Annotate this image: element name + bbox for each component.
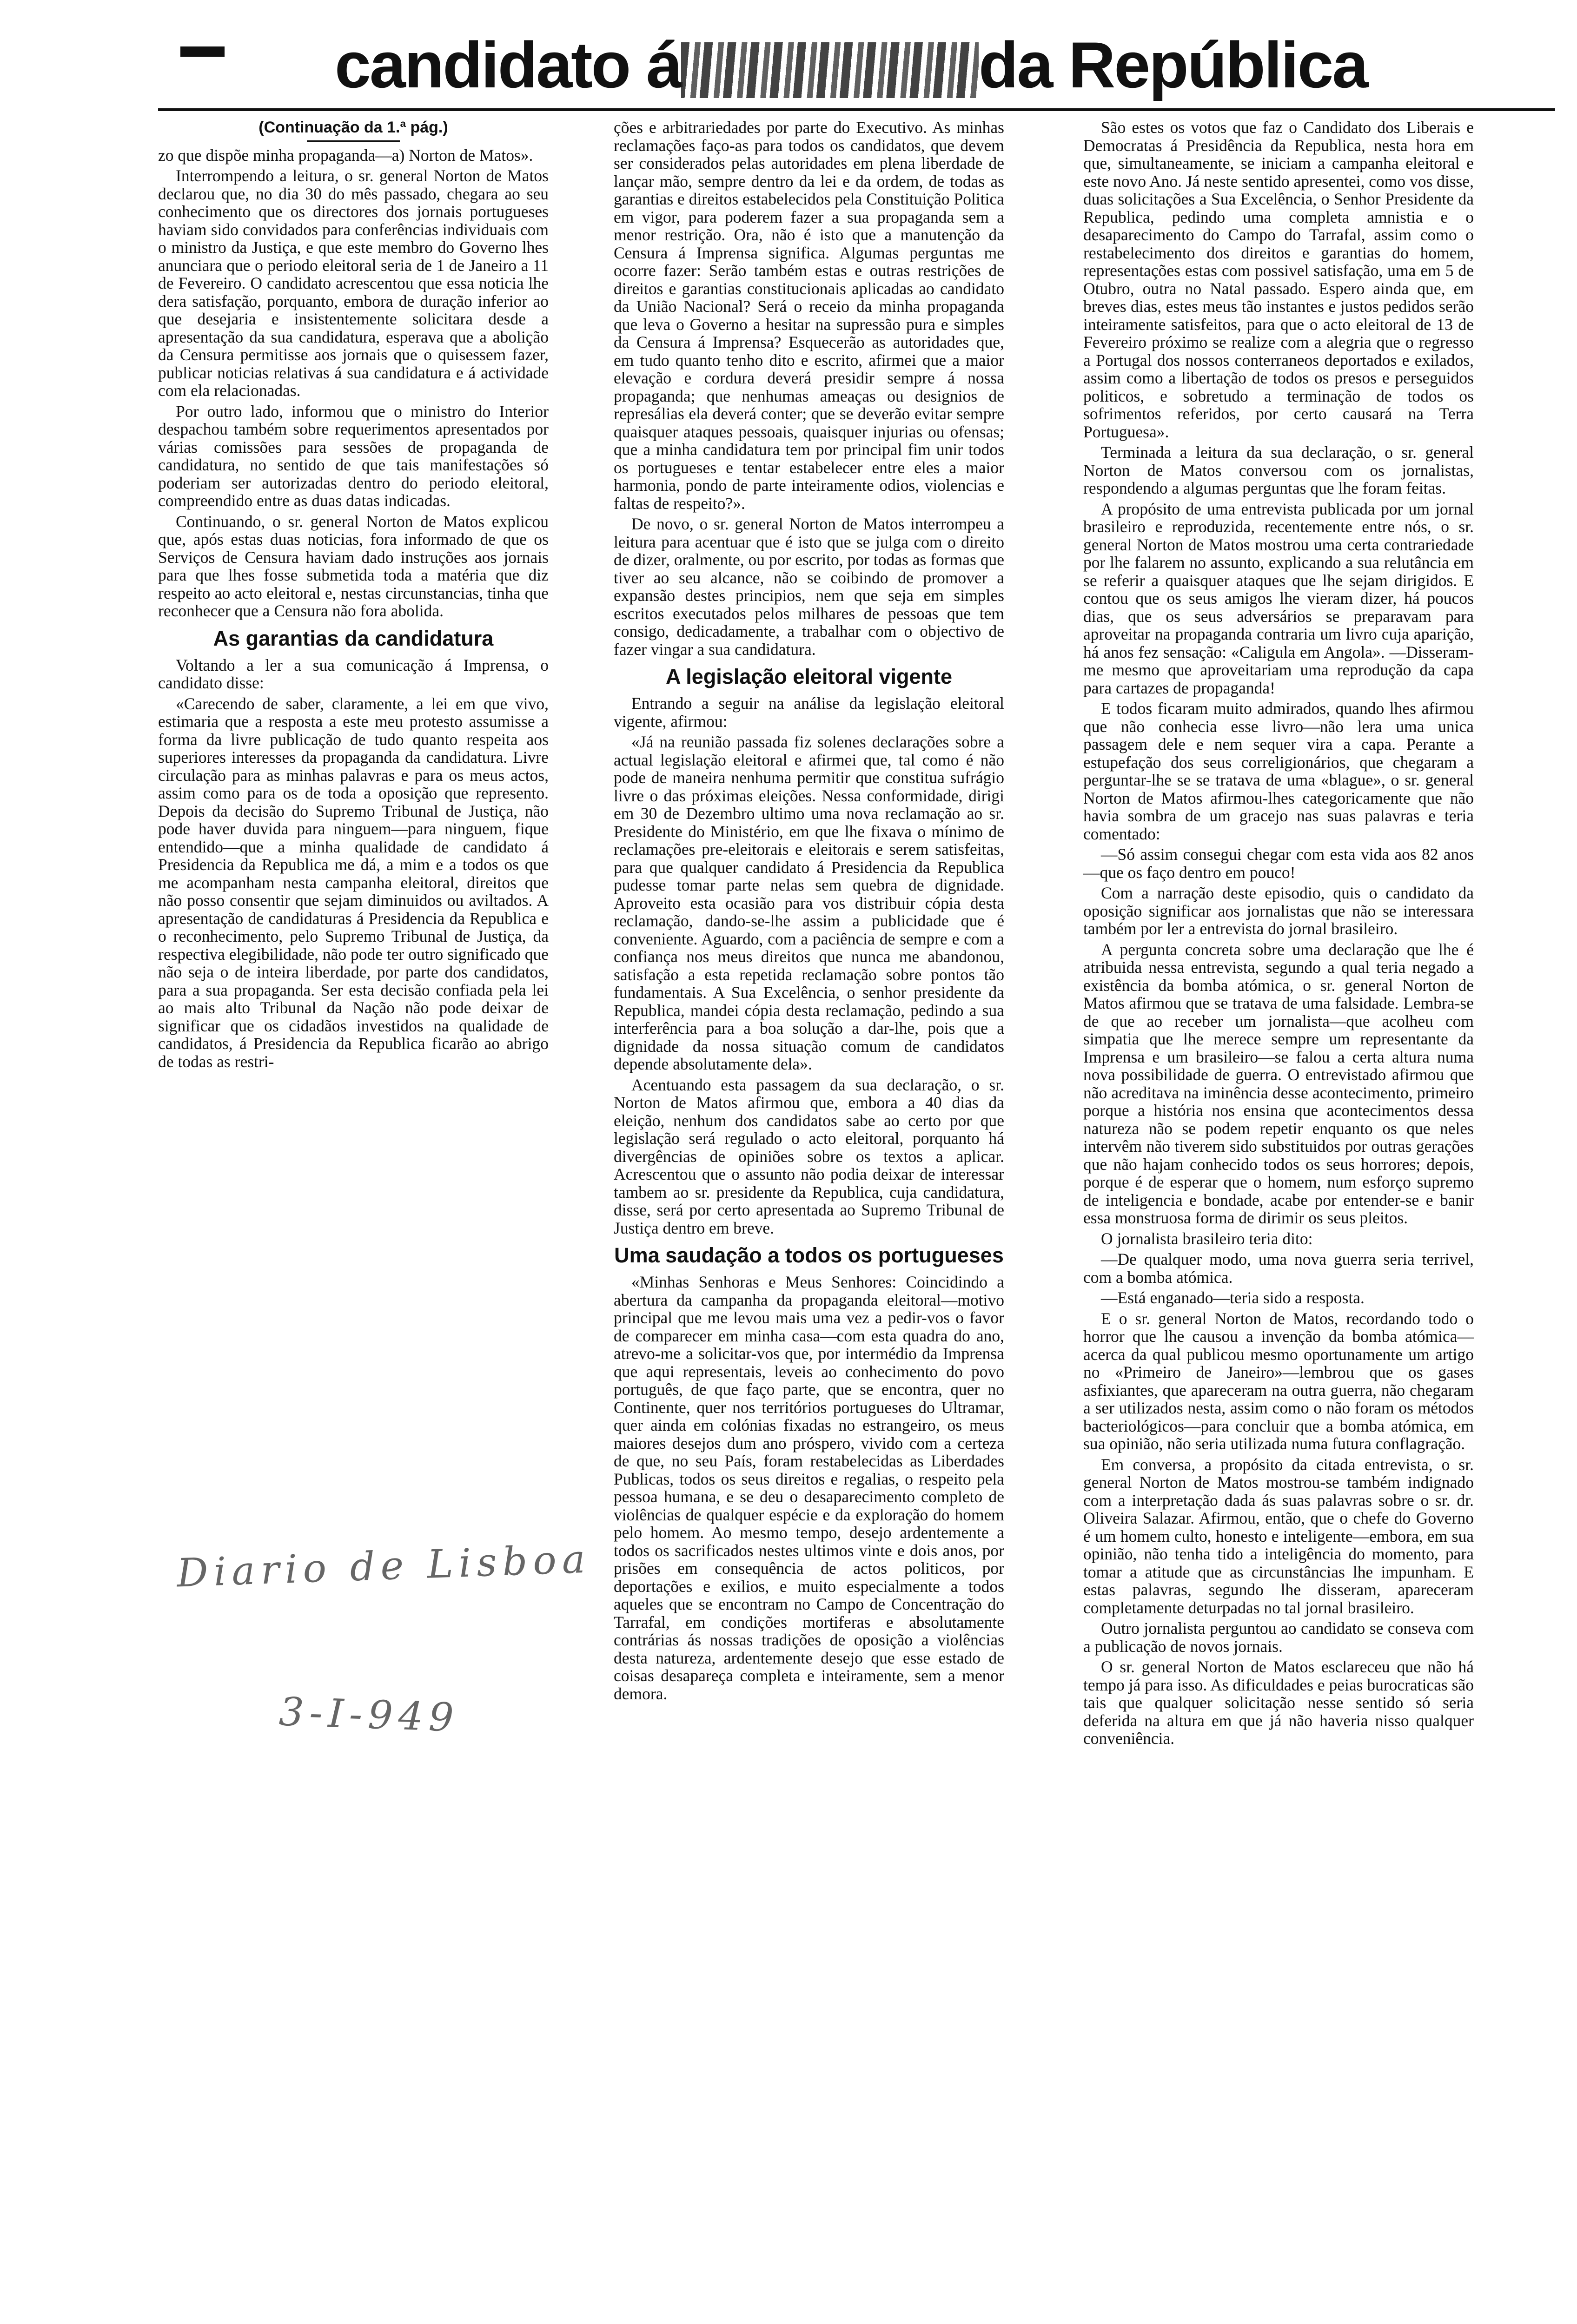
headline-pre: candidato á [335, 28, 681, 101]
subheading: A legislação eleitoral vigente [665, 665, 953, 688]
headline [335, 23, 1557, 107]
header-dash [180, 46, 225, 57]
continuation-rule [307, 140, 400, 142]
handwritten-date: 3-I-949 [278, 1689, 460, 1741]
subheading: As garantias da candidatura [213, 626, 494, 650]
paragraph: —De qualquer modo, uma nova guerra seria terrivel, com a bomba atómica. [1083, 1250, 1474, 1287]
column-1 [158, 119, 549, 1073]
continuation-note: (Continuação da 1.ª pág.) [258, 119, 448, 136]
paragraph: E todos ficaram muito admirados, quando lhes afirmou que não conhecia esse livro—não lera uma unica passagem dele e nem sequer vira a capa. Perante a estupefação dos seus correligionários, que chegaram a perguntar-lhe se se tratava de uma «blague», o sr. general Norton de Matos afirmou-lhes categoricamente que não havia sombra de um gracejo nas suas palavras e teria comentado: [1083, 699, 1474, 843]
subheading: Uma saudação a todos os portugueses [614, 1243, 1004, 1267]
paragraph: —Só assim consegui chegar com esta vida aos 82 anos—que os faço dentro em pouco! [1083, 845, 1474, 882]
paragraph: «Minhas Senhoras e Meus Senhores: Coincidindo a abertura da campanha da propaganda eleitoral—motivo principal que me levou mais uma vez a pedir-vos o favor de comparecer em minha casa—com esta quadra do ano, atrevo-me a solicitar-vos que, por intermédio da Imprensa que aqui representais, leveis ao conhecimento do povo português, de que faço parte, que se encontra, quer no Continente, quer nos territórios portugueses do Ultramar, quer ainda em colónias fixadas no estrangeiro, os meus maiores desejos dum ano próspero, vivido com a certeza de que, no seu País, foram restabelecidas as Liberdades Publicas, todos os seus direitos e regalias, o respeito pela pessoa humana, e se deu o desaparecimento completo de violências de qualquer espécie e da exploração do homem pelo homem. Ao mesmo tempo, desejo ardentemente a todos os sacrificados nestes ultimos vinte e dois anos, por prisões em consequência de actos politicos, por deportações e exilios, e muito especialmente a todos aqueles que se encontram no Campo de Concentração do Tarrafal, em condições mortiferas e absolutamente contrárias ás nossas tradições de oposição a violências desta natureza, ardentemente desejo que esse estado de coisas desapareça completa e inteiramente, sem a menor demora. [614, 1273, 1004, 1703]
headline-post: da República [978, 28, 1367, 101]
paragraph: A pergunta concreta sobre uma declaração que lhe é atribuida nessa entrevista, segundo a qual teria negado a existência da bomba atómica, o sr. general Norton de Matos afirmou que se tratava de uma falsidade. Lembra-se de que ao receber um jornalista—que acolheu com simpatia que lhe merece sempre um representante da Imprensa e um brasileiro—se falou a certa altura numa nova possibilidade de guerra. O entrevistado afirmou que não acreditava na iminência desse acontecimento, primeiro porque a história nos ensina que acontecimentos dessa natureza não se podem repetir enquanto os que neles intervêm não tiverem sido substituidos por outras gerações que não hajam conhecido todos os seus horrores; depois, porque é de esperar que o homem, num esforço supremo de inteligencia e bondade, acabe por entender-se e banir essa monstruosa forma de dirimir os seus pleitos. [1083, 940, 1474, 1227]
paragraph: «Carecendo de saber, claramente, a lei em que vivo, estimaria que a resposta a este meu protesto assumisse a forma da livre publicação de tudo quanto respeita aos superiores interesses da propaganda da candidatura. Livre circulação para as minhas palavras e para os meus actos, assim como para os de toda a oposição que represento. Depois da decisão do Supremo Tribunal de Justiça, não pode haver duvida para ninguem—para ninguem, fique entendido—que a minha qualidade de candidato á Presidencia da Republica me dá, a mim e a todos os que me acompanham nesta campanha eleitoral, direitos que não posso consentir que sejam diminuidos ou aviltados. A apresentação de candidaturas á Presidencia da Republica e o reconhecimento, pelo Supremo Tribunal de Justiça, da respectiva elegibilidade, não pode ter outro significado que não seja o de inteira liberdade, por parte dos candidatos, para a sua propaganda. Ser esta decisão confiada pela lei ao mais alto Tribunal da Nação não pode deixar de significar que os cidadãos investidos na qualidade de candidatos, á Presidencia da Republica ficarão ao abrigo de todas as restri- [158, 694, 549, 1071]
paragraph: Acentuando esta passagem da sua declaração, o sr. Norton de Matos afirmou que, embora a 40 dias da eleição, nenhum dos candidatos sabe ao certo por que legislação será regulado o acto eleitoral, porquanto há divergências de opiniões sobre os textos a aplicar. Acrescentou que o assunto não podia deixar de interessar tambem ao sr. presidente da Republica, cuja candidatura, disse, será por certo apresentada ao Supremo Tribunal de Justiça dentro em breve. [614, 1075, 1004, 1237]
paragraph: De novo, o sr. general Norton de Matos interrompeu a leitura para acentuar que é isto que se julga com o direito de dizer, oralmente, ou por escrito, por todas as formas que tiver ao seu alcance, não se coibindo de promover a expansão destes principios, nem que seja em simples escritos executados pelos milhares de pessoas que tem consigo, dedicadamente, a trabalhar com o objectivo de fazer vingar a sua candidatura. [614, 515, 1004, 659]
paragraph: Terminada a leitura da sua declaração, o sr. general Norton de Matos conversou com os jornalistas, respondendo a algumas perguntas que lhe foram feitas. [1083, 443, 1474, 497]
headline-rule [158, 108, 1555, 111]
paragraph: Voltando a ler a sua comunicação á Imprensa, o candidato disse: [158, 655, 549, 692]
paragraph: Por outro lado, informou que o ministro do Interior despachou também sobre requerimentos apresentados por várias comissões para sessões de propaganda de candidatura, no sentido de que tais manifestações só poderiam ser autorizadas dentro do periodo eleitoral, compreendido entre as duas datas indicadas. [158, 402, 549, 510]
headline-smudge [681, 42, 979, 98]
paragraph: O jornalista brasileiro teria dito: [1101, 1229, 1313, 1248]
paragraph: «Já na reunião passada fiz solenes declarações sobre a actual legislação eleitoral e afirmei que, tal como é não pode de maneira nenhuma permitir que constitua sufrágio livre o das próximas eleições. Nessa conformidade, dirigi em 30 de Dezembro ultimo uma nova reclamação ao sr. Presidente do Ministério, em que lhe fixava o mínimo de reclamações pre-eleitorais e eleitorais e serem satisfeitas, para que qualquer candidato á Presidencia da Republica pudesse tomar parte nelas sem quebra de dignidade. Aproveito esta ocasião para vos distribuir cópia desta reclamação, dando-se-lhe assim a publicidade que é conveniente. Aguardo, com a paciência de sempre e com a confiança nos meus direitos que nunca me abandonou, satisfação a esta repetida reclamação sobre pontos tão fundamentais. A Sua Excelência, o senhor presidente da Republica, mandei cópia desta reclamação, pedindo a sua interferência para a boa solução a dar-lhe, pois que a dignidade da nossa situação comum de candidatos depende absolutamente dela». [614, 733, 1004, 1073]
paragraph: Interrompendo a leitura, o sr. general Norton de Matos declarou que, no dia 30 do mês passado, chegara ao seu conhecimento que os directores dos jornais portugueses haviam sido convidados para conferências individuais com o ministro da Justiça, e que este membro do Governo lhes anunciara que o periodo eleitoral seria de 1 de Janeiro a 11 de Fevereiro. O candidato acrescentou que essa noticia lhe dera satisfação, porquanto, embora de duração inferior ao que desejaria e insistentemente solicitara desde a apresentação da sua candidatura, esperava que a abolição da Censura permitisse aos jornais que o quisessem fazer, publicar noticias relativas á sua candidatura e á actividade com ela relacionadas. [158, 166, 549, 400]
column-2 [614, 119, 1004, 1705]
paragraph: Entrando a seguir na análise da legislação eleitoral vigente, afirmou: [614, 694, 1004, 731]
paragraph: zo que dispõe minha propaganda—a) Norton de Matos». [158, 145, 533, 165]
paragraph: Em conversa, a propósito da citada entrevista, o sr. general Norton de Matos mostrou-se também indignado com a interpretação dada ás suas palavras sobre o sr. dr. Oliveira Salazar. Afirmou, então, que o chefe do Governo é um homem culto, honesto e inteligente—embora, em sua opinião, não tenha tido a inteligência do momento, para tomar a atitude que as circunstâncias lhe impunham. E estas palavras, segundo lhe disseram, apareceram completamente deturpadas no tal jornal brasileiro. [1083, 1455, 1474, 1617]
paragraph: O sr. general Norton de Matos esclareceu que não há tempo já para isso. As dificuldades e peias burocraticas são tais que qualquer solicitação nesse sentido só seria deferida na altura em que já não haveria nisso qualquer conveniência. [1083, 1657, 1474, 1748]
handwritten-source: Diario de Lisboa [176, 1536, 592, 1596]
paragraph: ções e arbitrariedades por parte do Executivo. As minhas reclamações faço-as para todos os candidatos, que devem ser considerados pelas autoridades em plena liberdade de lançar mão, sempre dentro da lei e da ordem, de todas as garantias e direitos estabelecidos pela Constituição Politica em vigor, para poderem fazer a sua propaganda sem a menor restrição. Ora, não é isto que a manutenção da Censura á Imprensa significa. Algumas perguntas me ocorre fazer: Serão também estas e outras restrições de direitos e garantias constitucionais aplicadas ao candidato da União Nacional? Será o receio da minha propaganda que leva o Governo a hesitar na supressão pura e simples da Censura á Imprensa? Esquecerão as autoridades que, em tudo quanto tenho dito e escrito, afirmei que a maior elevação e cordura deverá presidir sempre á nossa propaganda; que nenhumas ameaças ou designios de represálias ela deverá conter; que se deverão evitar sempre quaisquer ataques pessoais, quaisquer injurias ou ofensas; que a minha candidatura tem por principal fim unir todos os portugueses e tentar estabelecer entre eles a maior harmonia, pondo de parte inteiramente odios, violencias e faltas de respeito?». [614, 118, 1004, 513]
paragraph: São estes os votos que faz o Candidato dos Liberais e Democratas á Presidência da Republica, nesta hora em que, simultaneamente, se iniciam a campanha eleitoral e este novo Ano. Já neste sentido apresentei, como vos disse, duas solicitações a Sua Excelência, o Senhor Presidente da Republica, pedindo uma completa amnistia e o desaparecimento do Campo do Tarrafal, assim como o restabelecimento dos direitos e garantias do homem, representações estas com possivel satisfação, uma em 5 de Otubro, outra no Natal passado. Espero ainda que, em breves dias, estes meus tão instantes e justos pedidos serão inteiramente satisfeitos, para que o acto eleitoral de 13 de Fevereiro próximo se realize com a alegria que o regresso a Portugal dos nossos conterraneos deportados e exilados, assim como a libertação de todos os presos e perseguidos politicos, e sobretudo a terminação de todos os sofrimentos referidos, por certo causará na Terra Portuguesa». [1083, 118, 1474, 441]
paragraph: Com a narração deste episodio, quis o candidato da oposição significar aos jornalistas que não se interessara também por ler a entrevista do jornal brasileiro. [1083, 884, 1474, 938]
paragraph: —Está enganado—teria sido a resposta. [1101, 1288, 1365, 1307]
column-3 [1083, 119, 1474, 1750]
paragraph: E o sr. general Norton de Matos, recordando todo o horror que lhe causou a invenção da bomba atómica—acerca da qual publicou mesmo oportunamente um artigo no «Primeiro de Janeiro»—lembrou que os gases asfixiantes, que apareceram na outra guerra, não chegaram a ser utilizados nesta, assim como o não foram os métodos bacteriológicos—para concluir que a bomba atómica, em sua opinião, não seria utilizada numa futura conflagração. [1083, 1309, 1474, 1453]
paragraph: Outro jornalista perguntou ao candidato se conseva com a publicação de novos jornais. [1083, 1619, 1474, 1656]
paragraph: Continuando, o sr. general Norton de Matos explicou que, após estas duas noticias, fora informado de que os Serviços de Censura haviam dado instruções aos jornais para que lhes fosse submetida toda a matéria que diz respeito ao acto eleitoral e, nestas circunstancias, tinha que reconhecer que a Censura não fora abolida. [158, 512, 549, 620]
paragraph: A propósito de uma entrevista publicada por um jornal brasileiro e reproduzida, recentemente entre nós, o sr. general Norton de Matos mostrou uma certa contrariedade por lhe falarem no assunto, explicando a sua relutância em se referir a quaisquer ataques que lhe sejam dirigidos. E contou que os seus amigos lhe vieram dizer, há poucos dias, que os seus adversários se preparavam para aproveitar na propaganda contraria um livro cuja aparição, há anos fez sensação: «Caligula em Angola». —Disseram-me mesmo que aproveitariam uma reprodução da capa para cartazes de propaganda! [1083, 499, 1474, 697]
